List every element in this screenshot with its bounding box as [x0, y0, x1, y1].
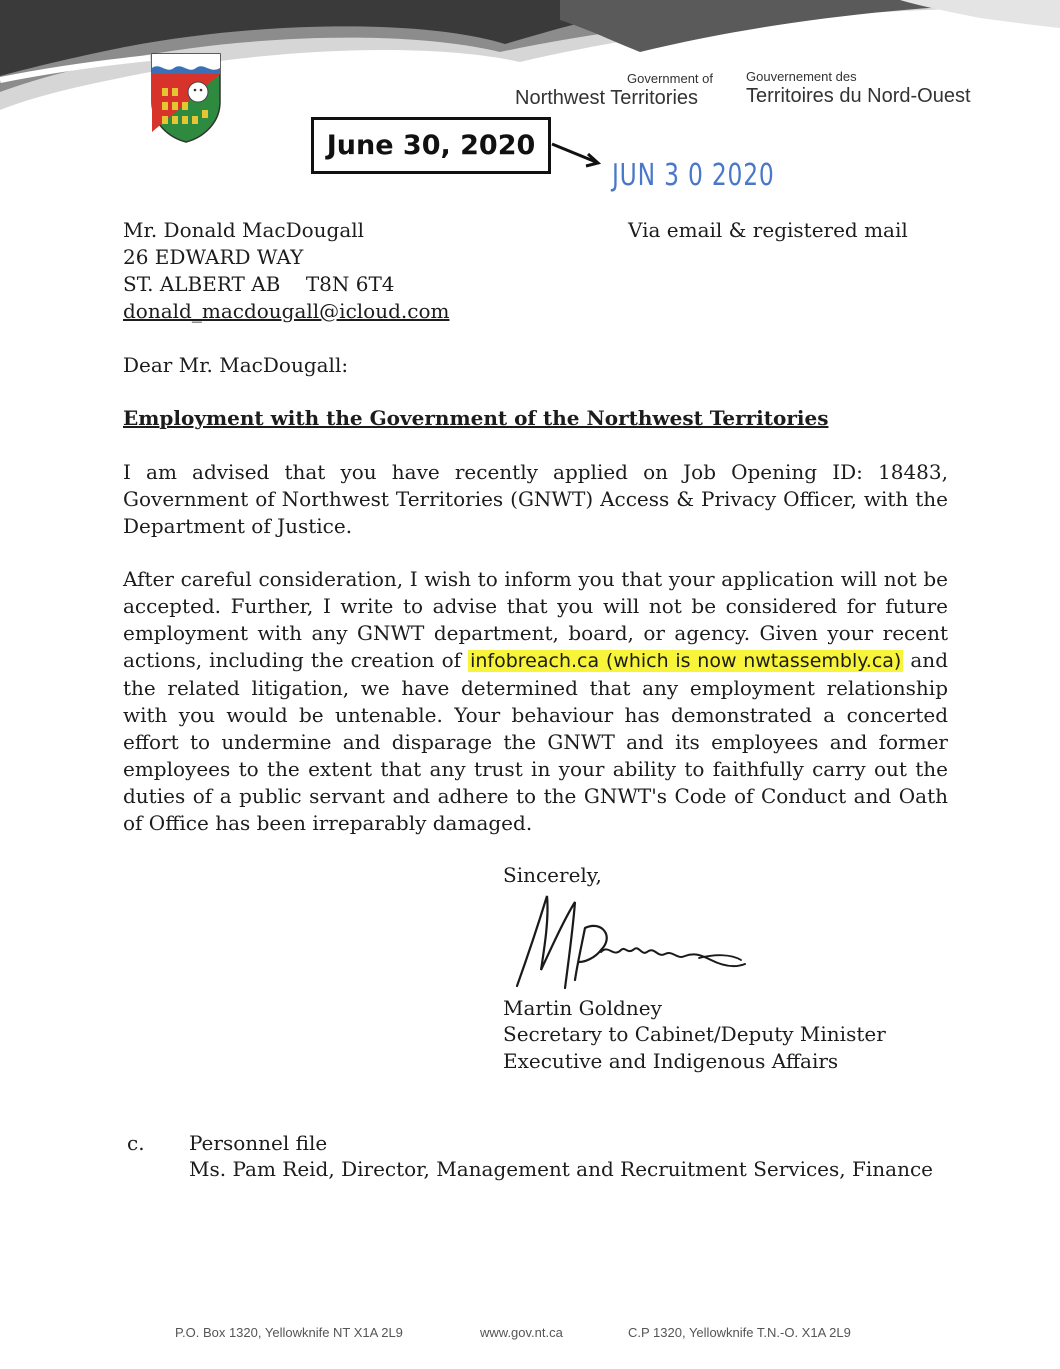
paragraph-2-start: After careful consideration, I wish to inform you that your application will not be accepted. Further, I write to advise that you will not be considered for future employment with any GNWT department, board, or agency. Given your recent actions, including the creation of [123, 567, 948, 672]
cc-line-2: Ms. Pam Reid, Director, Management and Recruitment Services, Finance [189, 1157, 933, 1181]
subject-line: Employment with the Government of the Northwest Territories [123, 406, 829, 430]
nwt-coat-of-arms-icon [150, 52, 222, 144]
callout-arrow-icon [550, 140, 610, 170]
gov-en-name: Northwest Territories [515, 87, 699, 109]
footer-website: www.gov.nt.ca [480, 1325, 563, 1340]
paragraph-2-end: and the related litigation, we have determined that any employment relationship with you would be untenable. Your behaviour has demonstrated a concerted effort to undermine and disparage the GNWT and its employees and former employees to the extent that any trust in your ability to faithfully carry out the duties of a public servant and adhere to the GNWT's Code of Conduct and Oath of Office has been irreparably damaged. [123, 648, 948, 835]
cc-label: c. [127, 1131, 145, 1155]
recipient-name: Mr. Donald MacDougall [123, 218, 365, 242]
closing: Sincerely, [503, 863, 602, 887]
footer-address-en: P.O. Box 1320, Yellowknife NT X1A 2L9 [175, 1325, 403, 1340]
highlighted-domains: infobreach.ca (which is now nwtassembly.ca) [470, 650, 902, 672]
gov-fr-small: Gouvernement des [746, 69, 857, 84]
paragraph-2 [123, 566, 948, 837]
cc-line-1: Personnel file [189, 1131, 328, 1155]
delivery-method: Via email & registered mail [628, 218, 908, 242]
footer-address-fr: C.P 1320, Yellowknife T.N.-O. X1A 2L9 [628, 1325, 851, 1340]
signatory-title: Secretary to Cabinet/Deputy Minister [503, 1022, 886, 1046]
signatory-name: Martin Goldney [503, 996, 662, 1020]
handwritten-signature [505, 888, 755, 998]
salutation: Dear Mr. MacDougall: [123, 353, 349, 377]
paragraph-1: I am advised that you have recently applied on Job Opening ID: 18483, Government of Northwest Territories (GNWT) Access & Privacy Officer, with the Department of Justice. [123, 460, 948, 538]
signatory-department: Executive and Indigenous Affairs [503, 1049, 839, 1073]
recipient-city: ST. ALBERT AB T8N 6T4 [123, 272, 395, 296]
recipient-email: donald_macdougall@icloud.com [123, 299, 450, 323]
date-callout: June 30, 2020 [311, 117, 551, 174]
recipient-street: 26 EDWARD WAY [123, 245, 304, 269]
gov-en-small: Government of [627, 71, 713, 86]
gov-fr-name: Territoires du Nord-Ouest [746, 85, 971, 107]
date-stamp: JUN 3 0 2020 [612, 158, 775, 193]
